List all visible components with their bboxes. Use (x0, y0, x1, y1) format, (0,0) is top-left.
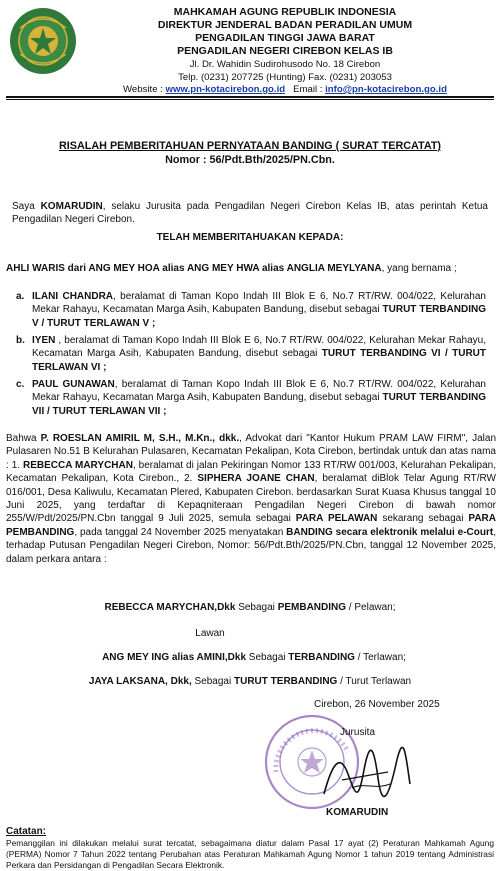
party-address: , beralamat di Taman Kopo Indah III Blok E 6, No.7 RT/RW. 004/022, Kelurahan Mekar Rahayu, Kecamatan Marga Asih, Kabupaten Bandung, disebut sebagai (32, 291, 486, 316)
header-rule-thin (6, 99, 494, 100)
party-address: , beralamat di Taman Kopo Indah III Blok E 6, No.7 RT/RW. 004/022, Kelurahan Mekar Rahayu, Kecamatan Marga Asih, Kabupaten Bandung, disebut sebagai (32, 379, 486, 404)
sign-title: Jurusita (340, 727, 376, 738)
appellant-1-name: REBECCA MARYCHAN (22, 459, 133, 471)
sign-place-date: Cirebon, 26 November 2025 (314, 699, 440, 710)
former-role: PARA PELAWAN (295, 513, 378, 525)
header-line-4: PENGADILAN NEGERI CIREBON KELAS IB (177, 45, 393, 57)
notified-heading: TELAH MEMBERITAHUAKAN KEPADA: (156, 232, 344, 243)
party-sebagai: Sebagai (235, 602, 278, 613)
header-rule (6, 96, 494, 98)
notes-text: Pemanggilan ini dilakukan melalui surat tercatat, sebagaimana diatur dalam Pasal 17 ayat (2) Peraturan Mahkamah Agung (PERMA) Nomor 7 Tahun 2022 tentang Perubahan atas Peraturan Mahkamah Agung Nomor 1 tahun 2019 tentang Administrasi Perkara dan Persidangan di Pengadilan Secara Elektronik. (6, 838, 494, 870)
website-label: Website : (123, 84, 163, 95)
party-2-name: ANG MEY ING alias AMINI,Dkk (102, 652, 247, 663)
header-line-3: PENGADILAN TINGGI JAWA BARAT (195, 32, 375, 44)
intro-pre: Saya (12, 201, 41, 212)
bailiff-name: KOMARUDIN (40, 201, 103, 212)
list-marker: b. (16, 335, 25, 346)
appeal-text: , terhadap Putusan Pengadilan Negeri Cirebon, Nomor: 56/Pdt.Bth/2025/PN.Cbn, tanggal 12 November 2025, dalam perkara antara : (6, 526, 496, 565)
current-role: PARA PEMBANDING (6, 513, 496, 538)
appeal-text: , Advokat dari "Kantor Hukum PRAM LAW FIRM", Jalan Pulasaren No.51 B Kelurahan Pulasaren, Kecamatan Pekalipan, Kota Cirebon, bertindak untuk dan atas nama : 1. (6, 433, 497, 471)
party-1-tail: / Pelawan; (346, 602, 396, 613)
party-role: TURUT TERBANDING VI / TURUT TERLAWAN VI ; (32, 348, 486, 373)
party-name: PAUL GUNAWAN (32, 379, 115, 390)
appeal-text: , pada tanggal 24 November 2025 menyatakan (74, 526, 287, 538)
appeal-text: sekarang sebagai (377, 513, 469, 525)
signer-name: KOMARUDIN (326, 807, 389, 818)
party-3-role: TURUT TERBANDING (234, 676, 338, 687)
list-marker: c. (16, 379, 25, 390)
header-address: Jl. Dr. Wahidin Sudirohusodo No. 18 Cirebon (189, 59, 381, 70)
email-label: Email : (293, 84, 323, 95)
list-item-text (32, 334, 486, 374)
party-line-3 (0, 676, 500, 687)
header-line-1: MAHKAMAH AGUNG REPUBLIK INDONESIA (173, 6, 397, 18)
list-item-text (32, 290, 486, 330)
party-sebagai: Sebagai (191, 676, 234, 687)
header-line-2: DIREKTUR JENDERAL BADAN PERADILAN UMUM (157, 19, 413, 31)
party-name: ILANI CHANDRA (32, 291, 114, 302)
website-link[interactable]: www.pn-kotacirebon.go.id (165, 84, 286, 95)
heirs-post: , yang bernama ; (381, 263, 457, 274)
header-phone: Telp. (0231) 207725 (Hunting) Fax. (0231) 203053 (178, 72, 392, 83)
signature-icon (318, 744, 414, 806)
appeal-text: , beralamat diBlok Telar Agung RT/RW 016/001, Desa Kaliwulu, Kecamatan Plered, Kabupaten Cirebon. berdasarkan Surat Kuasa Khusus tanggal 10 Juni 2025, yang terdaftar di Kepaqniteraan Pengadilan Negeri Cirebon di bawah nomor 255/W/Pdt/2025/PN.Cbn tanggal 9 Juli 2025, semula sebagai (6, 473, 496, 525)
email-link[interactable]: info@pn-kotacirebon.go.id (325, 84, 447, 95)
heirs-paragraph (6, 262, 496, 275)
party-sebagai: Sebagai (246, 652, 289, 663)
notes-title: Catatan: (6, 826, 47, 837)
party-address: , beralamat di Taman Kopo Indah III Blok E 6, No.7 RT/RW. 004/022, Kelurahan Mekar Rahayu, Kecamatan Marga Asih, Kabupaten Bandung, disebut sebagai (32, 335, 486, 360)
party-1-role: PEMBANDING (277, 602, 347, 613)
party-2-tail: / Terlawan; (354, 652, 406, 663)
appeal-text: , beralamat di jalan Pekiringan Nomor 133 RT/RW 001/003, Kelurahan Pekalipan, Kecamatan Pekalipan, Kota Cirebon., 2. (6, 459, 496, 485)
intro-paragraph (12, 200, 488, 227)
party-3-tail: / Turut Terlawan (337, 676, 412, 687)
lawan-label: Lawan (195, 628, 225, 639)
appeal-method: BANDING secara elektronik melalui e-Court (286, 526, 494, 538)
advocate-name: P. ROESLAN AMIRIL M, S.H., M.Kn., dkk. (40, 433, 240, 444)
header-contact (100, 84, 470, 95)
party-line-1 (0, 602, 500, 613)
party-name: IYEN (32, 335, 56, 346)
party-1-name: REBECCA MARYCHAN,Dkk (104, 602, 236, 613)
party-3-name: JAYA LAKSANA, Dkk, (88, 676, 192, 687)
document-number: Nomor : 56/Pdt.Bth/2025/PN.Cbn. (165, 154, 335, 166)
heirs-name: AHLI WARIS dari ANG MEY HOA alias ANG MEY HWA alias ANGLIA MEYLYANA (6, 263, 382, 274)
party-line-2 (4, 652, 500, 663)
appeal-text: Bahwa (6, 433, 41, 444)
intro-post: , selaku Jurusita pada Pengadilan Negeri Cirebon Kelas IB, atas perintah Ketua Pengadilan Negeri Cirebon. (12, 201, 488, 226)
appeal-paragraph (6, 432, 496, 566)
party-2-role: TERBANDING (288, 652, 355, 663)
appellant-2-name: SIPHERA JOANE CHAN (197, 473, 315, 485)
party-role: TURUT TERBANDING VII / TURUT TERLAWAN VII ; (32, 392, 486, 417)
list-item-text (32, 378, 486, 418)
party-role: TURUT TERBANDING V / TURUT TERLAWAN V ; (32, 304, 486, 329)
court-logo-icon (8, 6, 78, 76)
document-title: RISALAH PEMBERITAHUAN PERNYATAAN BANDING ( SURAT TERCATAT) (58, 140, 442, 152)
list-marker: a. (16, 291, 25, 302)
